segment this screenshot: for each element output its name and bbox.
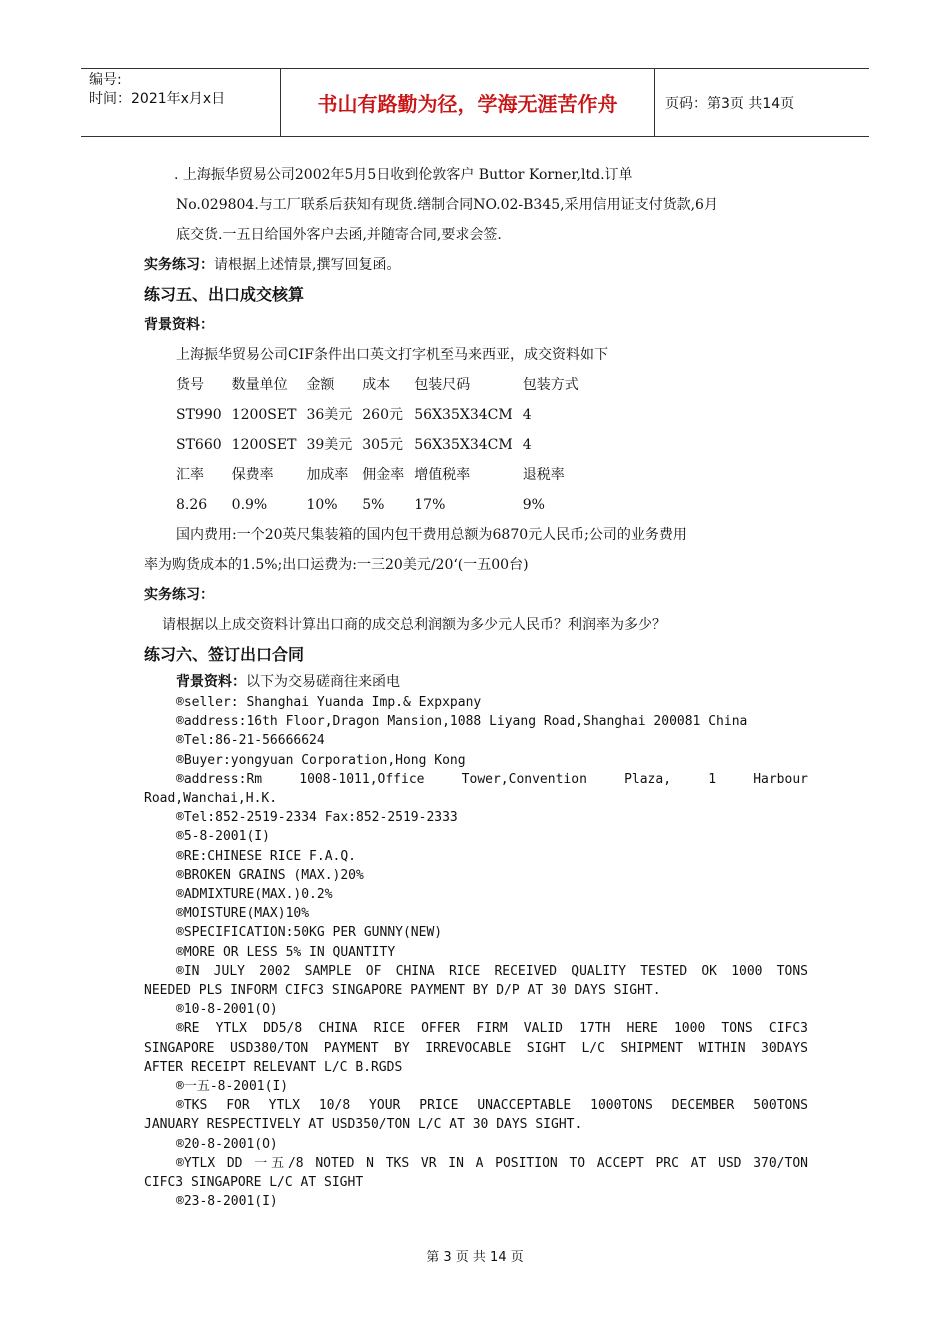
- table-cell: 4: [522, 437, 532, 453]
- table-cell: ST990: [176, 407, 222, 423]
- table-header-row: [176, 370, 589, 400]
- exercise-6-background: [144, 670, 808, 693]
- header-meta: [81, 69, 281, 136]
- exercise-5-description: 上海振华贸易公司CIF条件出口英文打字机至马来西亚，成交资料如下: [176, 347, 608, 363]
- task-label: 实务练习：: [144, 587, 214, 603]
- table-header-cell: 退税率: [522, 467, 565, 483]
- exercise-6-heading: 练习六、签订出口合同: [144, 645, 305, 664]
- correspondence-line: ®Tel:86-21-56666624: [176, 733, 325, 749]
- table-header-cell: 包装方式: [522, 377, 579, 393]
- correspondence-line: ®5-8-2001(I): [176, 829, 270, 845]
- correspondence-line: Road,Wanchai,H.K.: [144, 791, 278, 807]
- correspondence-line: ®address:Rm 1008-1011,Office Tower,Convention Plaza, 1 Harbour: [176, 771, 808, 787]
- correspondence-line: ®seller: Shanghai Yuanda Imp.& Expxpany: [176, 695, 482, 710]
- table-header-cell: 数量单位: [231, 377, 288, 393]
- correspondence-line: JANUARY RESPECTIVELY AT USD350/TON L/C AT 30 DAYS SIGHT.: [144, 1117, 583, 1133]
- background-text: 以下为交易磋商往来函电: [246, 674, 400, 690]
- background-label: 背景资料：: [176, 674, 246, 690]
- table-cell: 8.26: [176, 497, 208, 513]
- correspondence-block: [144, 693, 808, 1211]
- trade-table: [176, 370, 589, 520]
- correspondence-line: ®RE:CHINESE RICE F.A.Q.: [176, 848, 357, 864]
- table-cell: 17%: [414, 497, 446, 513]
- correspondence-line: ®IN JULY 2002 SAMPLE OF CHINA RICE RECEIVED QUALITY TESTED OK 1000 TONS: [176, 963, 808, 979]
- header-motto: 书山有路勤为径，学海无涯苦作舟: [281, 69, 655, 136]
- cost-line: 率为购货成本的1.5%;出口运费为:一三20美元/20‘(一五00台): [144, 557, 529, 573]
- header-page-label: 页码：第3页 共14页: [665, 95, 795, 112]
- table-cell: 10%: [306, 497, 338, 513]
- table-header-cell: 汇率: [176, 467, 204, 483]
- rate-header-row: [176, 460, 589, 490]
- correspondence-line: SINGAPORE USD380/TON PAYMENT BY IRREVOCABLE SIGHT L/C SHIPMENT WITHIN 30DAYS: [144, 1040, 808, 1056]
- correspondence-line: ®20-8-2001(O): [176, 1136, 278, 1152]
- document-body: [144, 160, 808, 1211]
- correspondence-line: ®MOISTURE(MAX)10%: [176, 906, 310, 922]
- correspondence-line: NEEDED PLS INFORM CIFC3 SINGAPORE PAYMENT BY D/P AT 30 DAYS SIGHT.: [144, 983, 661, 999]
- rate-value-row: [176, 490, 589, 520]
- table-header-cell: 保费率: [231, 467, 274, 483]
- correspondence-line: AFTER RECEIPT RELEVANT L/C B.RGDS: [144, 1059, 403, 1075]
- correspondence-line: ®一五-8-2001(I): [176, 1079, 289, 1095]
- table-cell: 5%: [362, 497, 385, 513]
- background-label: 背景资料：: [144, 317, 214, 333]
- table-cell: 9%: [522, 497, 545, 513]
- correspondence-line: ®SPECIFICATION:50KG PER GUNNY(NEW): [176, 925, 443, 941]
- table-cell: 4: [522, 407, 532, 423]
- correspondence-line: ®MORE OR LESS 5% IN QUANTITY: [176, 944, 396, 960]
- correspondence-line: ®YTLX DD 一五/8 NOTED N TKS VR IN A POSITION TO ACCEPT PRC AT USD 370/TON: [176, 1155, 808, 1171]
- correspondence-line: ®BROKEN GRAINS (MAX.)20%: [176, 867, 364, 883]
- task-text: 请根据上述情景,撰写回复函。: [214, 257, 401, 273]
- table-cell: 56X35X34CM: [414, 437, 513, 453]
- intro-line: . 上海振华贸易公司2002年5月5日收到伦敦客户 Buttor Korner,ltd.订单: [174, 167, 633, 183]
- table-cell: ST660: [176, 437, 222, 453]
- task-1: [144, 250, 808, 280]
- table-header-cell: 包装尺码: [414, 377, 471, 393]
- correspondence-line: ®Buyer:yongyuan Corporation,Hong Kong: [176, 752, 466, 768]
- table-cell: 305元: [362, 437, 403, 453]
- table-header-cell: 货号: [176, 377, 204, 393]
- number-label: 编号:: [89, 72, 122, 88]
- table-cell: 56X35X34CM: [414, 407, 513, 423]
- table-header-cell: 加成率: [306, 467, 349, 483]
- exercise-5-heading: 练习五、出口成交核算: [144, 285, 305, 304]
- correspondence-line: ®23-8-2001(I): [176, 1194, 278, 1210]
- cost-line: 国内费用:一个20英尺集装箱的国内包干费用总额为6870元人民币;公司的业务费用: [176, 527, 687, 543]
- correspondence-line: ®RE YTLX DD5/8 CHINA RICE OFFER FIRM VALID 17TH HERE 1000 TONS CIFC3: [176, 1021, 808, 1037]
- table-header-cell: 增值税率: [414, 467, 471, 483]
- intro-line: 底交货.一五日给国外客户去函,并随寄合同,要求会签.: [176, 227, 502, 243]
- table-row: [176, 430, 589, 460]
- correspondence-line: CIFC3 SINGAPORE L/C AT SIGHT: [144, 1175, 364, 1191]
- correspondence-line: ®Tel:852-2519-2334 Fax:852-2519-2333: [176, 810, 458, 826]
- table-cell: 39美元: [306, 437, 353, 453]
- time-label: 时间：2021年x月x日: [89, 91, 226, 107]
- correspondence-line: ®address:16th Floor,Dragon Mansion,1088 Liyang Road,Shanghai 200081 China: [176, 714, 748, 730]
- table-cell: 1200SET: [231, 437, 297, 453]
- table-cell: 36美元: [306, 407, 353, 423]
- exercise-5-question: 请根据以上成交资料计算出口商的成交总利润额为多少元人民币？利润率为多少？: [162, 617, 666, 633]
- page-header: [81, 68, 869, 137]
- table-header-cell: 成本: [362, 377, 391, 393]
- task-label: 实务练习：: [144, 257, 214, 273]
- intro-line: No.029804.与工厂联系后获知有现货.缮制合同NO.02-B345,采用信用证支付货款,6月: [176, 197, 718, 213]
- table-cell: 260元: [362, 407, 403, 423]
- page-footer: 第 3 页 共 14 页: [426, 1250, 524, 1265]
- table-cell: 1200SET: [231, 407, 297, 423]
- correspondence-line: ®TKS FOR YTLX 10/8 YOUR PRICE UNACCEPTABLE 1000TONS DECEMBER 500TONS: [176, 1098, 808, 1114]
- table-header-cell: 金额: [306, 377, 335, 393]
- table-header-cell: 佣金率: [362, 467, 405, 483]
- table-row: [176, 400, 589, 430]
- correspondence-line: ®ADMIXTURE(MAX.)0.2%: [176, 887, 333, 903]
- correspondence-line: ®10-8-2001(O): [176, 1002, 278, 1018]
- table-cell: 0.9%: [231, 497, 268, 513]
